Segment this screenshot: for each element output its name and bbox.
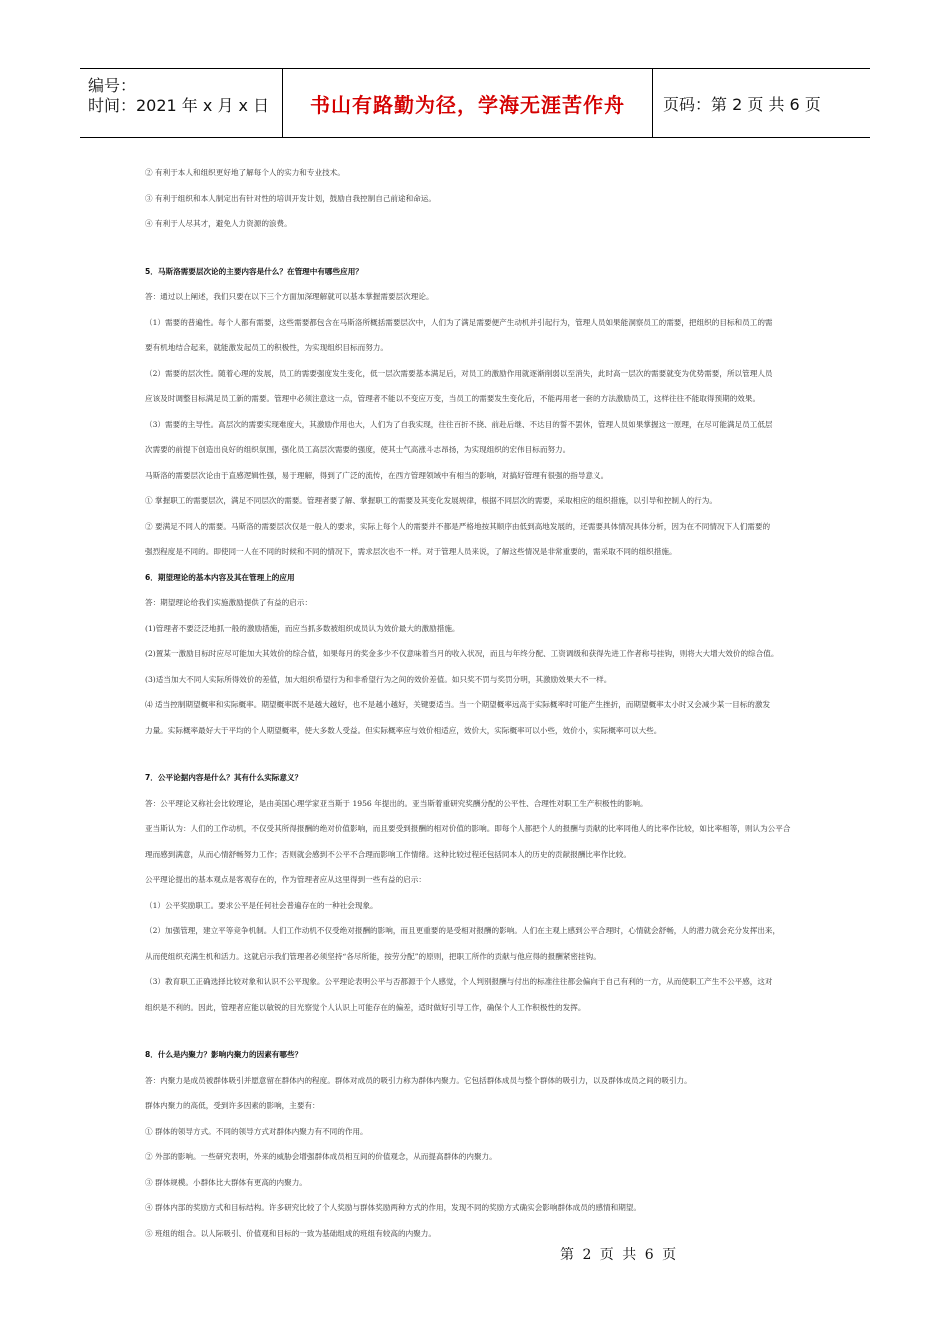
body-paragraph: ⑤ 班组的组合。以人际吸引、价值观和目标的一致为基础组成的班组有较高的内聚力。 (145, 1228, 436, 1238)
body-paragraph: 群体内聚力的高低，受到许多因素的影响，主要有： (145, 1101, 320, 1110)
body-paragraph: ⑷ 适当控制期望概率和实际概率。期望概率既不是越大越好，也不是越小越好，关键要适当。当一个期望概率远高于实际概率时可能产生挫折，而期望概率太小时又会减少某一目标的激发 (145, 700, 771, 709)
body-paragraph: ① 群体的领导方式。不同的领导方式对群体内聚力有不同的作用。 (145, 1126, 368, 1136)
body-paragraph: （1）公平奖励职工。要求公平是任何社会普遍存在的一种社会现象。 (145, 900, 378, 910)
body-paragraph: (2)置某一激励目标时应尽可能加大其效价的综合值，如果每月的奖金多少不仅意味着当月的收入状况，而且与年终分配、工资调级和获得先进工作者称号挂钩，则将大大增大效价的综合值。 (145, 649, 779, 658)
body-paragraph: ① 掌握职工的需要层次，满足不同层次的需要。管理者要了解、掌握职工的需要及其变化发展规律，根据不同层次的需要，采取相应的组织措施，以引导和控制人的行为。 (145, 496, 717, 505)
body-paragraph: (1)管理者不要泛泛地抓一般的激励措施，而应当抓多数被组织成员认为效价最大的激励措施。 (145, 623, 460, 633)
body-paragraph: （2）需要的层次性。随着心理的发展，员工的需要强度发生变化，低一层次需要基本满足后，对员工的激励作用就逐渐削弱以至消失，此时高一层次的需要就变为优势需要，所以管理人员 (145, 368, 773, 378)
section-spacer (145, 1020, 813, 1042)
header-motto: 书山有路勤为径，学海无涯苦作舟 (310, 92, 625, 117)
body-paragraph: 理而感到满意，从而心情舒畅努力工作；否则就会感到不公平不合理而影响工作情绪。这种比较过程还包括同本人的历史的贡献报酬比率作比较。 (145, 849, 631, 859)
section-spacer (145, 743, 813, 765)
question-heading: 8．什么是内聚力？影响内聚力的因素有哪些？ (145, 1050, 303, 1059)
body-paragraph: 应该及时调整目标满足员工新的需要。管理中必须注意这一点，管理者不能以不变应万变，当员工的需要发生变化后，不能再用老一套的方法激励员工，这样往往不能取得预期的效果。 (145, 394, 761, 403)
body-paragraph: 强烈程度是不同的。即使同一人在不同的时候和不同的情况下，需求层次也不一样。对于管理人员来说，了解这些情况是非常重要的，需采取不同的组织措施。 (145, 547, 677, 556)
body-paragraph: 答：通过以上阐述，我们只要在以下三个方面加深理解就可以基本掌握需要层次理论。 (145, 292, 434, 301)
body-paragraph: 马斯洛的需要层次论由于直感逻辑性强，易于理解，得到了广泛的流传，在西方管理领域中有相当的影响，对搞好管理有很强的指导意义。 (145, 470, 609, 480)
document-body (145, 160, 813, 1246)
question-heading: 7．公平论据内容是什么？其有什么实际意义？ (145, 773, 303, 782)
body-paragraph: 要有机地结合起来，就能激发起员工的积极性，为实现组织目标而努力。 (145, 343, 388, 352)
body-paragraph: （1）需要的普遍性。每个人都有需要，这些需要都包含在马斯洛所概括需要层次中，人们为了满足需要便产生动机并引起行为，管理人员如果能洞察员工的需要，把组织的目标和员工的需 (145, 317, 773, 327)
body-paragraph: 答：公平理论又称社会比较理论，是由美国心理学家亚当斯于 1956 年提出的。亚当斯着重研究奖酬分配的公平性、合理性对职工生产积极性的影响。 (145, 798, 648, 808)
header-page-number: 页码：第 2 页 共 6 页 (663, 94, 821, 114)
body-paragraph: 答：期望理论给我们实施激励提供了有益的启示： (145, 598, 313, 607)
body-paragraph: ④ 群体内部的奖励方式和目标结构。许多研究比较了个人奖励与群体奖励两种方式的作用，发现不同的奖励方式确实会影响群体成员的感情和期望。 (145, 1203, 641, 1212)
header-page-cell (653, 69, 870, 137)
body-paragraph: 亚当斯认为：人们的工作动机，不仅受其所得报酬的绝对价值影响，而且要受到报酬的相对价值的影响。即每个人都把个人的报酬与贡献的比率同他人的比率作比较，如比率相等，则认为公平合 (145, 824, 791, 833)
body-paragraph: ③ 有利于组织和本人制定出有针对性的培训开发计划，鼓励自我控制自己前途和命运。 (145, 193, 436, 203)
body-paragraph: ④ 有利于人尽其才，避免人力资源的浪费。 (145, 219, 292, 228)
body-paragraph: ② 要满足不同人的需要。马斯洛的需要层次仅是一般人的要求，实际上每个人的需要并不都是严格地按其顺序由低到高地发展的，还需要具体情况具体分析，因为在不同情况下人们需要的 (145, 521, 771, 531)
body-paragraph: 次需要的前提下创造出良好的组织氛围，强化员工高层次需要的强度，使其士气高涨斗志昂扬，为实现组织的宏伟目标而努力。 (145, 445, 571, 454)
body-paragraph: 从而使组织充满生机和活力。这就启示我们管理者必须坚持“各尽所能，按劳分配”的原则，把职工所作的贡献与他应得的报酬紧密挂钩。 (145, 951, 601, 961)
body-paragraph: （3）需要的主导性。高层次的需要实现难度大，其激励作用也大，人们为了自我实现，往往百折不挠、前赴后继、不达目的誓不罢休，管理人员如果掌握这一原理，在尽可能满足员工低层 (145, 419, 773, 429)
header-motto-cell (283, 69, 653, 137)
body-paragraph: 力量。实际概率最好大于平均的个人期望概率，使大多数人受益。但实际概率应与效价相适应，效价大，实际概率可以小些，效价小，实际概率可以大些。 (145, 725, 662, 735)
question-heading: 6．期望理论的基本内容及其在管理上的应用 (145, 572, 295, 582)
body-paragraph: (3)适当加大不同人实际所得效价的差值，加大组织希望行为和非希望行为之间的效价差值。如只奖不罚与奖罚分明，其激励效果大不一样。 (145, 674, 612, 684)
body-paragraph: 答：内聚力是成员被群体吸引并愿意留在群体内的程度。群体对成员的吸引力称为群体内聚力。它包括群体成员与整个群体的吸引力，以及群体成员之间的吸引力。 (145, 1075, 692, 1085)
page-header (80, 68, 870, 138)
footer-page-number: 第 2 页 共 6 页 (560, 1247, 679, 1263)
document-date-label: 时间：2021 年 x 月 x 日 (88, 96, 270, 115)
body-paragraph: （2）加强管理，建立平等竞争机制。人们工作动机不仅受绝对报酬的影响，而且更重要的是受相对报酬的影响。人们在主观上感到公平合理时，心情就会舒畅，人的潜力就会充分发挥出来， (145, 926, 781, 935)
body-paragraph: ② 有利于本人和组织更好地了解每个人的实力和专业技术。 (145, 168, 345, 177)
body-paragraph: （3）教育职工正确选择比较对象和认识不公平现象。公平理论表明公平与否都源于个人感觉，个人判别报酬与付出的标准往往都会偏向于自己有利的一方，从而使职工产生不公平感，这对 (145, 977, 773, 986)
document-code-label: 编号： (88, 76, 137, 95)
body-paragraph: ③ 群体规模。小群体比大群体有更高的内聚力。 (145, 1177, 307, 1187)
body-paragraph: 公平理论提出的基本观点是客观存在的，作为管理者应从这里得到一些有益的启示： (145, 875, 426, 884)
body-paragraph: ② 外部的影响。一些研究表明，外来的威胁会增强群体成员相互间的价值观念，从而提高群体的内聚力。 (145, 1152, 497, 1161)
section-spacer (145, 237, 813, 259)
header-meta-cell (80, 69, 283, 137)
body-paragraph: 组织是不利的。因此，管理者应能以敏锐的目光察觉个人认识上可能存在的偏差，适时做好引导工作，确保个人工作积极性的发挥。 (145, 1002, 586, 1012)
question-heading: 5．马斯洛需要层次论的主要内容是什么？在管理中有哪些应用？ (145, 266, 363, 276)
